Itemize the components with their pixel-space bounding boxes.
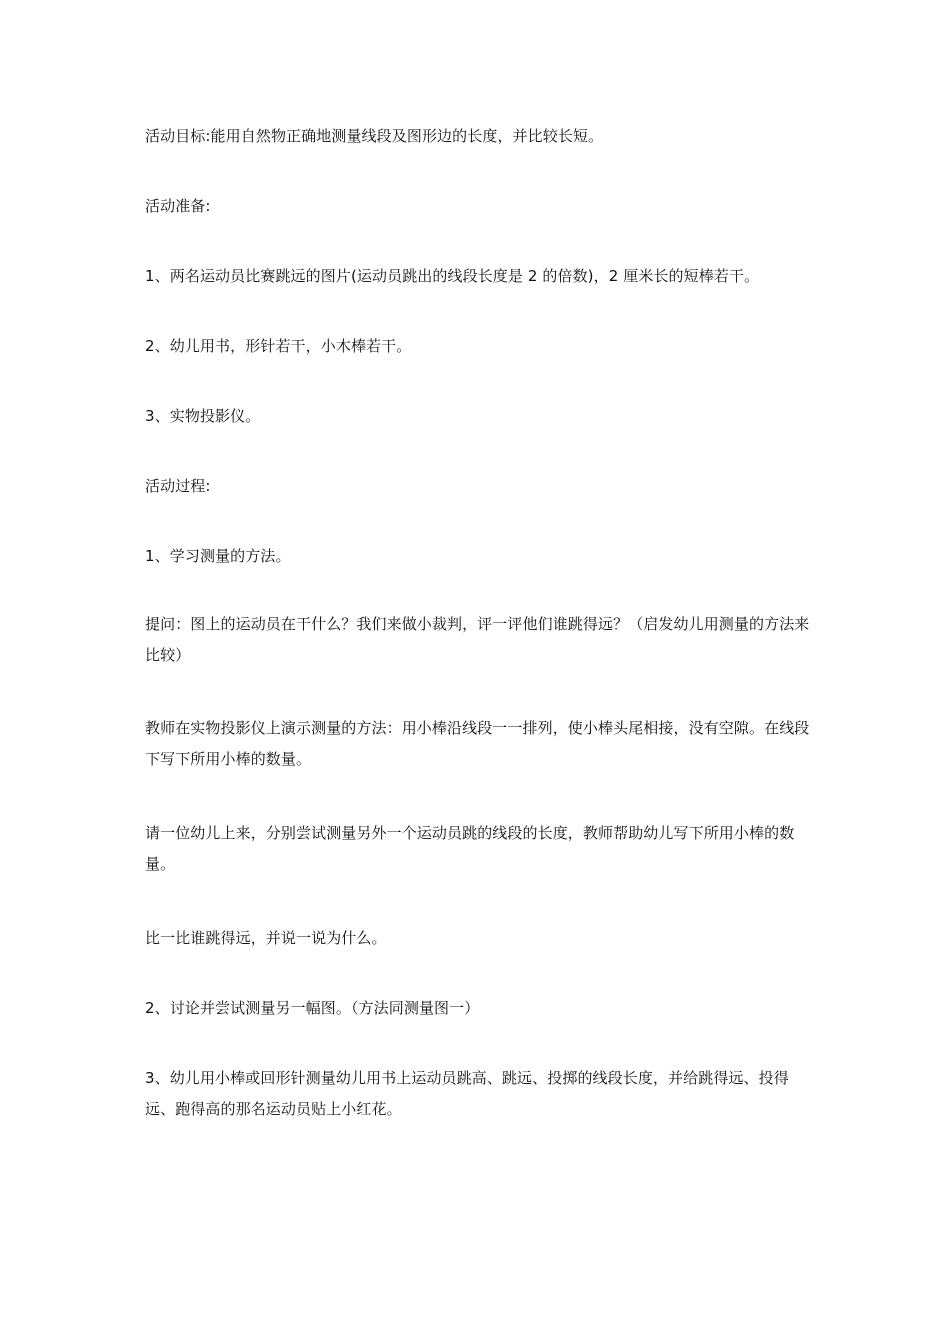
preparation-item-1: 1、两名运动员比赛跳远的图片(运动员跳出的线段长度是 2 的倍数)，2 厘米长的短棒若干。 (145, 267, 760, 285)
child-trial-paragraph: 请一位幼儿上来，分别尝试测量另外一个运动员跳的线段的长度，教师帮助幼儿写下所用小棒的数量。 (145, 824, 795, 873)
activity-process-heading: 活动过程: (145, 477, 211, 495)
teacher-demo-paragraph: 教师在实物投影仪上演示测量的方法：用小棒沿线段一一排列，使小棒头尾相接，没有空隙。在线段下写下所用小棒的数量。 (145, 719, 810, 768)
process-step-1: 1、学习测量的方法。 (145, 547, 291, 565)
process-step-2: 2、讨论并尝试测量另一幅图。（方法同测量图一） (145, 999, 480, 1017)
compare-paragraph: 比一比谁跳得远，并说一说为什么。 (145, 929, 387, 947)
preparation-item-2: 2、幼儿用书，形针若干，小木棒若干。 (145, 337, 412, 355)
question-paragraph: 提问：图上的运动员在干什么？我们来做小裁判，评一评他们谁跳得远？（启发幼儿用测量的方法来比较） (145, 615, 810, 664)
activity-goal-paragraph: 活动目标:能用自然物正确地测量线段及图形边的长度，并比较长短。 (145, 127, 604, 145)
activity-preparation-heading: 活动准备: (145, 197, 211, 215)
preparation-item-3: 3、实物投影仪。 (145, 407, 261, 425)
process-step-3: 3、幼儿用小棒或回形针测量幼儿用书上运动员跳高、跳远、投掷的线段长度，并给跳得远、投得远、跑得高的那名运动员贴上小红花。 (145, 1069, 789, 1118)
